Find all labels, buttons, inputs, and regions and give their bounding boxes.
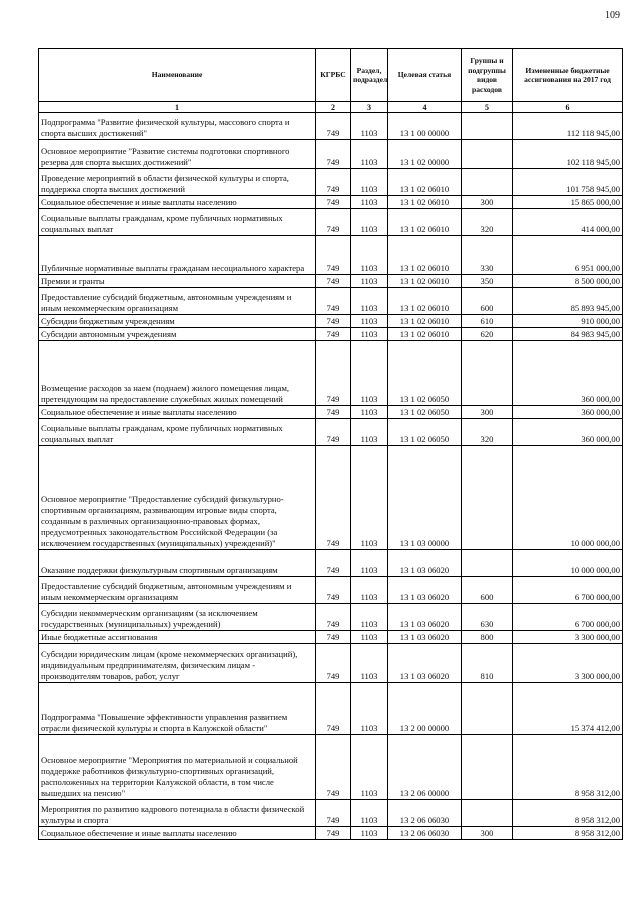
row-amount: 15 374 412,00 bbox=[513, 683, 623, 735]
row-kgrbs: 749 bbox=[316, 446, 351, 550]
table-row bbox=[39, 827, 623, 840]
row-section: 1103 bbox=[351, 604, 388, 631]
row-expense-group: 810 bbox=[462, 644, 513, 683]
row-amount: 414 000,00 bbox=[513, 209, 623, 236]
row-name: Предоставление субсидий бюджетным, автономным учреждениям и иным некоммерческим организациям bbox=[39, 577, 316, 604]
header-kgrbs: КГРБС bbox=[316, 49, 351, 102]
row-name: Основное мероприятие "Мероприятия по материальной и социальной поддержке работников физкультурно-спортивных организаций, расположенных на территории Калужской области, в том числе вышедших на пенсию" bbox=[39, 735, 316, 800]
row-expense-group bbox=[462, 341, 513, 406]
row-target-article: 13 1 03 06020 bbox=[388, 644, 462, 683]
row-amount: 6 700 000,00 bbox=[513, 604, 623, 631]
header-expense-group: Группы и подгруппы видов расходов bbox=[462, 49, 513, 102]
row-expense-group: 610 bbox=[462, 315, 513, 328]
table-row bbox=[39, 631, 623, 644]
row-kgrbs: 749 bbox=[316, 169, 351, 196]
row-name: Оказание поддержки физкультурным спортивным организациям bbox=[39, 550, 316, 577]
row-section: 1103 bbox=[351, 196, 388, 209]
row-amount: 85 893 945,00 bbox=[513, 288, 623, 315]
table-row bbox=[39, 577, 623, 604]
header-target-article: Целевая статья bbox=[388, 49, 462, 102]
column-number: 2 bbox=[316, 102, 351, 113]
table-row bbox=[39, 315, 623, 328]
row-amount: 8 958 312,00 bbox=[513, 827, 623, 840]
row-target-article: 13 1 02 06010 bbox=[388, 196, 462, 209]
table-row bbox=[39, 236, 623, 275]
row-target-article: 13 1 02 00000 bbox=[388, 140, 462, 169]
table-row bbox=[39, 341, 623, 406]
row-section: 1103 bbox=[351, 446, 388, 550]
row-kgrbs: 749 bbox=[316, 140, 351, 169]
header-row bbox=[39, 49, 623, 102]
row-expense-group bbox=[462, 550, 513, 577]
row-target-article: 13 1 03 06020 bbox=[388, 577, 462, 604]
row-name: Субсидии юридическим лицам (кроме некоммерческих организаций), индивидуальным предпринимателям, физическим лицам - производителям товаров, работ, услуг bbox=[39, 644, 316, 683]
row-expense-group: 300 bbox=[462, 196, 513, 209]
budget-table-body bbox=[39, 113, 623, 840]
row-kgrbs: 749 bbox=[316, 196, 351, 209]
row-amount: 8 500 000,00 bbox=[513, 275, 623, 288]
row-expense-group: 620 bbox=[462, 328, 513, 341]
row-target-article: 13 1 03 06020 bbox=[388, 604, 462, 631]
row-section: 1103 bbox=[351, 315, 388, 328]
row-expense-group: 330 bbox=[462, 236, 513, 275]
row-amount: 10 000 000,00 bbox=[513, 550, 623, 577]
row-section: 1103 bbox=[351, 140, 388, 169]
row-kgrbs: 749 bbox=[316, 419, 351, 446]
row-target-article: 13 1 02 06010 bbox=[388, 328, 462, 341]
row-expense-group: 300 bbox=[462, 827, 513, 840]
row-amount: 360 000,00 bbox=[513, 419, 623, 446]
table-row bbox=[39, 800, 623, 827]
row-section: 1103 bbox=[351, 275, 388, 288]
row-name: Субсидии автономным учреждениям bbox=[39, 328, 316, 341]
row-target-article: 13 1 00 00000 bbox=[388, 113, 462, 140]
row-expense-group bbox=[462, 800, 513, 827]
row-expense-group: 320 bbox=[462, 419, 513, 446]
row-expense-group: 630 bbox=[462, 604, 513, 631]
column-number: 1 bbox=[39, 102, 316, 113]
row-name: Подпрограмма "Повышение эффективности управления развитием отрасли физической культуры и спорта в Калужской области" bbox=[39, 683, 316, 735]
row-expense-group: 350 bbox=[462, 275, 513, 288]
row-name: Подпрограмма "Развитие физической культуры, массового спорта и спорта высших достижений" bbox=[39, 113, 316, 140]
row-section: 1103 bbox=[351, 827, 388, 840]
header-name: Наименование bbox=[39, 49, 316, 102]
row-amount: 360 000,00 bbox=[513, 341, 623, 406]
row-target-article: 13 2 00 00000 bbox=[388, 683, 462, 735]
row-target-article: 13 2 06 00000 bbox=[388, 735, 462, 800]
row-section: 1103 bbox=[351, 209, 388, 236]
row-section: 1103 bbox=[351, 169, 388, 196]
table-row bbox=[39, 550, 623, 577]
row-target-article: 13 1 03 06020 bbox=[388, 631, 462, 644]
row-name: Иные бюджетные ассигнования bbox=[39, 631, 316, 644]
row-amount: 8 958 312,00 bbox=[513, 800, 623, 827]
row-kgrbs: 749 bbox=[316, 631, 351, 644]
row-target-article: 13 1 02 06010 bbox=[388, 209, 462, 236]
table-row bbox=[39, 419, 623, 446]
row-kgrbs: 749 bbox=[316, 577, 351, 604]
column-number: 6 bbox=[513, 102, 623, 113]
row-kgrbs: 749 bbox=[316, 288, 351, 315]
row-name: Социальное обеспечение и иные выплаты населению bbox=[39, 196, 316, 209]
row-kgrbs: 749 bbox=[316, 406, 351, 419]
row-amount: 102 118 945,00 bbox=[513, 140, 623, 169]
table-row bbox=[39, 169, 623, 196]
row-amount: 910 000,00 bbox=[513, 315, 623, 328]
row-expense-group bbox=[462, 140, 513, 169]
row-target-article: 13 1 02 06050 bbox=[388, 341, 462, 406]
row-kgrbs: 749 bbox=[316, 604, 351, 631]
table-row bbox=[39, 683, 623, 735]
row-kgrbs: 749 bbox=[316, 644, 351, 683]
row-target-article: 13 1 02 06050 bbox=[388, 406, 462, 419]
row-kgrbs: 749 bbox=[316, 341, 351, 406]
row-section: 1103 bbox=[351, 406, 388, 419]
row-expense-group bbox=[462, 113, 513, 140]
row-amount: 112 118 945,00 bbox=[513, 113, 623, 140]
row-section: 1103 bbox=[351, 631, 388, 644]
row-target-article: 13 1 02 06010 bbox=[388, 236, 462, 275]
table-row bbox=[39, 328, 623, 341]
row-name: Субсидии бюджетным учреждениям bbox=[39, 315, 316, 328]
row-kgrbs: 749 bbox=[316, 113, 351, 140]
row-amount: 10 000 000,00 bbox=[513, 446, 623, 550]
table-row bbox=[39, 288, 623, 315]
row-section: 1103 bbox=[351, 800, 388, 827]
row-amount: 15 865 000,00 bbox=[513, 196, 623, 209]
page-number: 109 bbox=[605, 10, 620, 21]
table-row bbox=[39, 406, 623, 419]
row-section: 1103 bbox=[351, 735, 388, 800]
row-target-article: 13 1 02 06010 bbox=[388, 275, 462, 288]
row-kgrbs: 749 bbox=[316, 315, 351, 328]
row-amount: 3 300 000,00 bbox=[513, 631, 623, 644]
row-section: 1103 bbox=[351, 113, 388, 140]
table-row bbox=[39, 113, 623, 140]
row-section: 1103 bbox=[351, 577, 388, 604]
header-section: Раздел, подраздел bbox=[351, 49, 388, 102]
row-target-article: 13 2 06 06030 bbox=[388, 827, 462, 840]
row-expense-group: 300 bbox=[462, 406, 513, 419]
row-expense-group bbox=[462, 735, 513, 800]
table-row bbox=[39, 735, 623, 800]
row-name: Социальные выплаты гражданам, кроме публичных нормативных социальных выплат bbox=[39, 419, 316, 446]
budget-table bbox=[38, 48, 623, 840]
table-row bbox=[39, 209, 623, 236]
row-section: 1103 bbox=[351, 644, 388, 683]
row-kgrbs: 749 bbox=[316, 236, 351, 275]
row-expense-group: 800 bbox=[462, 631, 513, 644]
table-row bbox=[39, 446, 623, 550]
row-target-article: 13 1 02 06010 bbox=[388, 169, 462, 196]
table-row bbox=[39, 604, 623, 631]
row-section: 1103 bbox=[351, 683, 388, 735]
row-kgrbs: 749 bbox=[316, 328, 351, 341]
row-target-article: 13 1 02 06010 bbox=[388, 288, 462, 315]
row-name: Субсидии некоммерческим организациям (за исключением государственных (муниципальных) учреждений) bbox=[39, 604, 316, 631]
row-target-article: 13 1 03 06020 bbox=[388, 550, 462, 577]
header-amount: Измененные бюджетные ассигнования на 2017 год bbox=[513, 49, 623, 102]
row-target-article: 13 1 02 06050 bbox=[388, 419, 462, 446]
row-expense-group bbox=[462, 446, 513, 550]
row-name: Мероприятия по развитию кадрового потенциала в области физической культуры и спорта bbox=[39, 800, 316, 827]
row-section: 1103 bbox=[351, 328, 388, 341]
column-number: 4 bbox=[388, 102, 462, 113]
row-amount: 6 951 000,00 bbox=[513, 236, 623, 275]
row-expense-group bbox=[462, 683, 513, 735]
row-name: Социальное обеспечение и иные выплаты населению bbox=[39, 827, 316, 840]
table-row bbox=[39, 275, 623, 288]
row-kgrbs: 749 bbox=[316, 683, 351, 735]
row-target-article: 13 1 02 06010 bbox=[388, 315, 462, 328]
row-expense-group: 600 bbox=[462, 577, 513, 604]
row-name: Премии и гранты bbox=[39, 275, 316, 288]
row-kgrbs: 749 bbox=[316, 827, 351, 840]
row-kgrbs: 749 bbox=[316, 735, 351, 800]
row-name: Социальное обеспечение и иные выплаты населению bbox=[39, 406, 316, 419]
row-amount: 8 958 312,00 bbox=[513, 735, 623, 800]
row-section: 1103 bbox=[351, 419, 388, 446]
row-expense-group: 320 bbox=[462, 209, 513, 236]
row-name: Предоставление субсидий бюджетным, автономным учреждениям и иным некоммерческим организациям bbox=[39, 288, 316, 315]
row-section: 1103 bbox=[351, 288, 388, 315]
table-row bbox=[39, 196, 623, 209]
row-kgrbs: 749 bbox=[316, 800, 351, 827]
row-section: 1103 bbox=[351, 341, 388, 406]
row-kgrbs: 749 bbox=[316, 550, 351, 577]
row-amount: 360 000,00 bbox=[513, 406, 623, 419]
row-amount: 6 700 000,00 bbox=[513, 577, 623, 604]
row-section: 1103 bbox=[351, 550, 388, 577]
row-kgrbs: 749 bbox=[316, 209, 351, 236]
row-amount: 101 758 945,00 bbox=[513, 169, 623, 196]
table-row bbox=[39, 644, 623, 683]
row-amount: 3 300 000,00 bbox=[513, 644, 623, 683]
row-expense-group bbox=[462, 169, 513, 196]
column-number: 3 bbox=[351, 102, 388, 113]
row-expense-group: 600 bbox=[462, 288, 513, 315]
row-amount: 84 983 945,00 bbox=[513, 328, 623, 341]
row-name: Проведение мероприятий в области физической культуры и спорта, поддержка спорта высших достижений bbox=[39, 169, 316, 196]
column-number: 5 bbox=[462, 102, 513, 113]
column-number-row bbox=[39, 102, 623, 113]
row-target-article: 13 1 03 00000 bbox=[388, 446, 462, 550]
row-target-article: 13 2 06 06030 bbox=[388, 800, 462, 827]
row-name: Основное мероприятие "Предоставление субсидий физкультурно-спортивным организациям, развивающим игровые виды спорта, созданным в различных организационно-правовых формах, предусмотренных законодательством Российской Федерации (за исключением государственных (муниципальных) учреждений)" bbox=[39, 446, 316, 550]
row-name: Возмещение расходов за наем (поднаем) жилого помещения лицам, претендующим на предоставление служебных жилых помещений bbox=[39, 341, 316, 406]
row-name: Основное мероприятие "Развитие системы подготовки спортивного резерва для спорта высших достижений" bbox=[39, 140, 316, 169]
row-name: Социальные выплаты гражданам, кроме публичных нормативных социальных выплат bbox=[39, 209, 316, 236]
row-section: 1103 bbox=[351, 236, 388, 275]
table-row bbox=[39, 140, 623, 169]
row-kgrbs: 749 bbox=[316, 275, 351, 288]
row-name: Публичные нормативные выплаты гражданам несоциального характера bbox=[39, 236, 316, 275]
